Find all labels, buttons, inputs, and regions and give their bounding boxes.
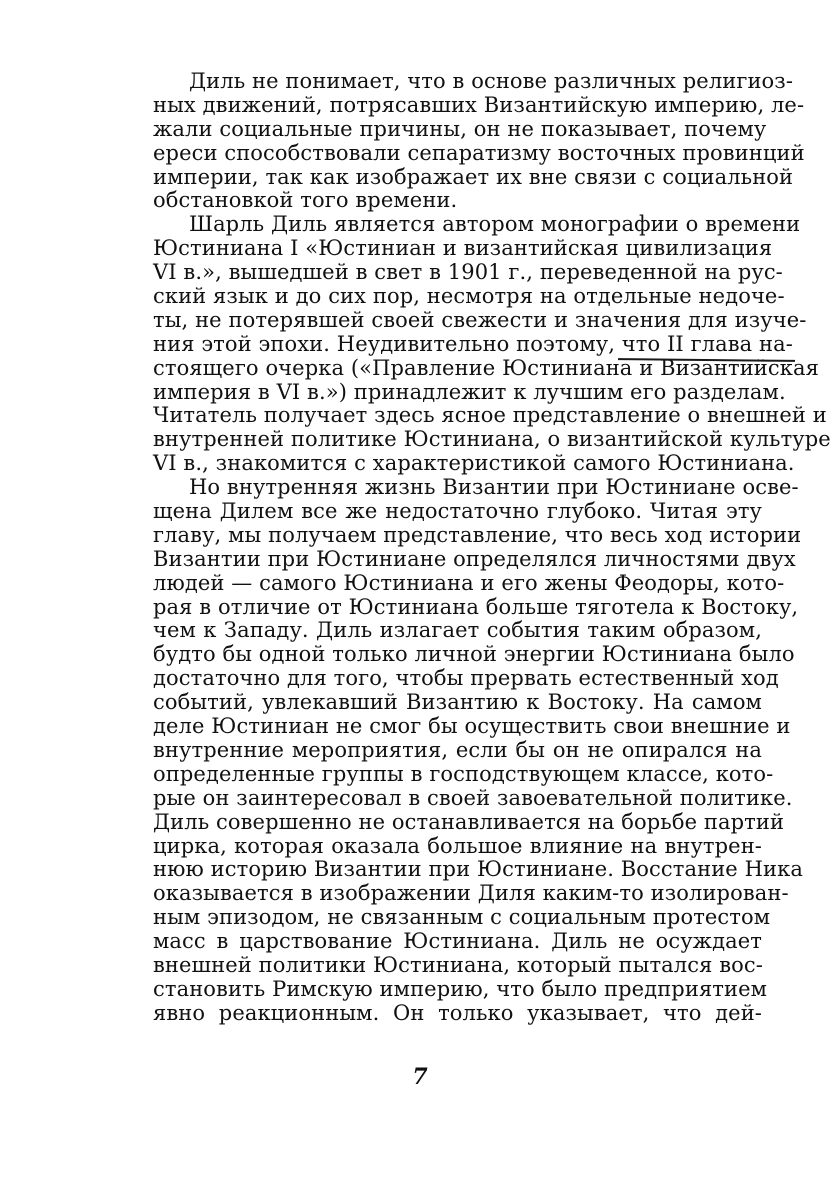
- text-line-with-underline: [117, 331, 793, 357]
- text-line: внутренней политике Юстиниана, о византийской культуре: [153, 427, 831, 452]
- text-line: людей — самого Юстиниана и его жены Феодоры, кото-: [153, 570, 785, 595]
- page-number: 7: [412, 1064, 428, 1090]
- text-line: внутренние мероприятия, если бы он не опирался на: [153, 737, 762, 762]
- paragraph-3: [117, 475, 803, 1025]
- text-line: определенные группы в господствующем классе, кото-: [153, 761, 774, 786]
- text-line: оказывается в изображении Диля каким-то изолирован-: [153, 881, 789, 906]
- text-line: VI в.», вышедшей в свет в 1901 г., переведенной на рус-: [153, 260, 783, 285]
- text-line: ных движений, потрясавших Византийскую империю, ле-: [153, 92, 805, 117]
- text-line: империя в VI в.») принадлежит к лучшим его разделам.: [153, 379, 786, 404]
- text-line-start: ния этой эпохи. Неудивительно поэтому,: [153, 331, 622, 356]
- text-line: явно реакционным. Он только указывает, что дей-: [153, 1000, 762, 1025]
- text-line: цирка, которая оказала большое влияние на внутрен-: [153, 833, 762, 858]
- text-line: Шарль Диль является автором монографии о времени: [189, 212, 801, 237]
- text-line: главу, мы получаем представление, что весь ход истории: [153, 522, 802, 547]
- text-line: Юстиниана I «Юстиниан и византийская цивилизация: [153, 236, 773, 261]
- text-line: чем к Западу. Диль излагает события таким образом,: [153, 618, 762, 643]
- text-line: деле Юстиниан не смог бы осуществить свои внешние и: [153, 714, 791, 739]
- text-line: Но внутренняя жизнь Византии при Юстиниане осве-: [189, 475, 799, 500]
- text-line: становить Римскую империю, что было предприятием: [153, 976, 768, 1001]
- text-line: Диль не понимает, что в основе различных религиоз-: [189, 69, 794, 93]
- text-line: ский язык и до сих пор, несмотря на отдельные недоче-: [153, 284, 785, 309]
- body-text: [117, 69, 831, 1026]
- text-line: обстановкой того времени.: [153, 188, 458, 213]
- text-line: Диль совершенно не останавливается на борьбе партий: [153, 809, 785, 834]
- text-line: внешней политики Юстиниана, который пытался вос-: [153, 952, 763, 977]
- text-line: Читатель получает здесь ясное представление о внешней и: [153, 403, 827, 428]
- text-line: Византии при Юстиниане определялся личностями двух: [153, 546, 796, 571]
- text-line: стоящего очерка («Правление Юстиниана и Византийская: [153, 355, 819, 380]
- text-line: масс в царствование Юстиниана. Диль не осуждает: [153, 929, 762, 954]
- text-line: достаточно для того, чтобы прервать естественный ход: [153, 666, 779, 691]
- paragraph-2: [117, 212, 831, 476]
- text-line: щена Дилем все же недостаточно глубоко. Читая эту: [153, 499, 762, 524]
- text-line: ты, не потерявшей своей свежести и значения для изуче-: [153, 307, 807, 332]
- text-line: событий, увлекавший Византию к Востоку. На самом: [153, 690, 762, 715]
- text-line: ным эпизодом, не связанным с социальным протестом: [153, 905, 771, 930]
- text-line: ереси способствовали сепаратизму восточных провинций: [153, 140, 805, 165]
- handwritten-underline-mark: что II глава на-: [621, 331, 793, 356]
- text-line: жали социальные причины, он не показывает, почему: [153, 116, 767, 141]
- text-line: VI в., знакомится с характеристикой самого Юстиниана.: [153, 451, 795, 476]
- text-line: нюю историю Византии при Юстиниане. Восстание Ника: [153, 857, 803, 882]
- text-line: будто бы одной только личной энергии Юстиниана было: [153, 642, 795, 667]
- text-line: империи, так как изображает их вне связи с социальной: [153, 164, 794, 189]
- text-line: рая в отличие от Юстиниана больше тяготела к Востоку,: [153, 594, 799, 619]
- text-line: рые он заинтересовал в своей завоевательной политике.: [153, 785, 793, 810]
- paragraph-1: [117, 69, 805, 213]
